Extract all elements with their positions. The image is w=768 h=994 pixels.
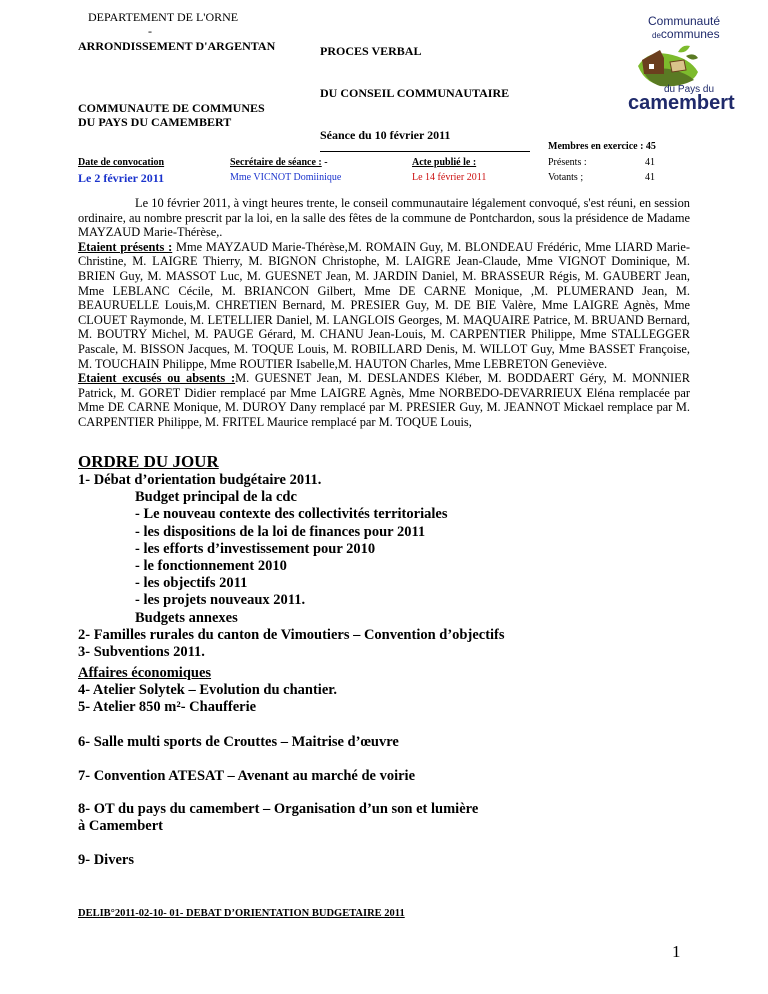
pv-title: PROCES VERBAL — [320, 44, 422, 58]
agenda-item-3: 3- Subventions 2011. — [78, 644, 205, 661]
eco-heading: Affaires économiques — [78, 665, 212, 681]
seance-date: Séance du 10 février 2011 — [320, 128, 451, 142]
presents-paragraph — [78, 240, 690, 371]
agenda-item-8 — [78, 801, 478, 835]
logo-line2-small: de — [652, 31, 661, 40]
votants-value: 41 — [645, 172, 655, 183]
agenda-sub-4: - le fonctionnement 2010 — [135, 558, 287, 575]
intro-paragraph: Le 10 février 2011, à vingt heures trente, le conseil communautaire légalement convoqué, s'est réuni, en session ordinaire, au nombre prescrit par la loi, en la salle des fêtes de la commune de Pontchardon, sous la présidence de Madame MAYZAUD Marie-Thérèse,. — [78, 196, 690, 240]
agenda-item-8-line2: à Camembert — [78, 818, 163, 835]
secretaire-label-text: Secrétaire de séance : — [230, 157, 322, 168]
agenda-item-7: 7- Convention ATESAT – Avenant au marché de voirie — [78, 768, 416, 784]
logo-line2 — [652, 27, 720, 41]
acte-label: Acte publié le : — [412, 157, 477, 168]
convocation-label: Date de convocation — [78, 157, 165, 168]
communaute-line2: DU PAYS DU CAMEMBERT — [78, 115, 232, 129]
arrondissement-label: ARRONDISSEMENT D'ARGENTAN — [78, 39, 276, 53]
convocation-date: Le 2 février 2011 — [78, 171, 165, 185]
header-dash: - — [148, 24, 152, 38]
membres-exercice: Membres en exercice : 45 — [548, 141, 656, 152]
acte-date: Le 14 février 2011 — [412, 172, 487, 183]
seance-rule — [320, 151, 530, 152]
agenda-sub-7: Budgets annexes — [135, 609, 238, 626]
logo-line3: du Pays du — [664, 84, 715, 95]
excuses-list: M. GUESNET Jean, M. DESLANDES Kléber, M. BODDAERT Géry, M. MONNIER Patrick, M. GORET Didier remplacé par Mme LAIGRE Agnès, Mme NORBEDO-DEVARRIEUX Eléna remplacée par Mme DE CARNE Monique, M. DUROY Dany remplacé par M. PRESIER Guy, M. JEANNOT Mickael remplace par M. CARPENTIER Philippe, M. FRITEL Maurice remplacé par M. TOQUE Louis, — [78, 371, 690, 429]
agenda-sub-6: - les projets nouveaux 2011. — [135, 592, 306, 609]
presents-list: Mme MAYZAUD Marie-Thérèse,M. ROMAIN Guy, M. BLONDEAU Frédéric, Mme LIARD Marie-Christine, M. LAIGRE Thierry, M. BIGNON Christophe, M. LAIGRE Jean-Claude, Mme VIGNOT Dominique, M. BRIEN Guy, M. MASSOT Luc, M. GUESNET Jean, M. JARDIN Daniel, M. BRASSEUR Régis, M. GAUBERT Jean, Mme LEBLANC Cécile, M. BRIANCON Gilbert, Mme DE CARNE Monique, ,M. PLUMERAND Jean, M. BEAURUELLE Louis,M. CHRETIEN Bernard, M. PRESIER Guy, M. DE BIE Valère, Mme LAIGRE Agnès, Mme CLOUET Raymonde, M. LETELLIER Daniel, M. LANGLOIS Georges, M. MAQUAIRE Patrice, M. BRUAND Bernard, M. BOUTRY Michel, M. PAUGE Gérard, M. CHANU Jean-Louis, M. CARPENTIER Philippe, Mme STALLEGGER Pascale, M. BISSON Jacques, M. TOQUE Louis, M. ROBILLARD Denis, M. WILLOT Guy, Mme BASSET Françoise, M. TOUCHAIN Philippe, Mme ROUTIER Isabelle,M. HAUTON Charles, Mme LEBRETON Geneviève. — [78, 239, 691, 371]
agenda-eco — [78, 665, 337, 717]
agenda-title: ORDRE DU JOUR — [78, 452, 219, 471]
delib-heading: DELIB°2011-02-10- 01- DEBAT D’ORIENTATION BUDGETAIRE 2011 — [78, 908, 405, 919]
agenda-item-8-line1: 8- OT du pays du camembert – Organisation d’un son et lumière — [78, 801, 479, 817]
agenda-sub-5: - les objectifs 2011 — [135, 575, 248, 592]
logo-line4: camembert — [628, 92, 735, 114]
logo-line1: Communauté — [648, 14, 721, 28]
secretaire-name: Mme VICNOT Domiinique — [230, 172, 342, 183]
secretaire-dash: - — [321, 157, 328, 168]
page-number: 1 — [672, 942, 681, 961]
presents-label: Présents : — [548, 157, 587, 168]
conseil-title: DU CONSEIL COMMUNAUTAIRE — [320, 86, 510, 100]
agenda-sub-2: - les dispositions de la loi de finances pour 2011 — [135, 523, 426, 540]
excuses-heading: Etaient excusés ou absents : — [78, 371, 236, 386]
agenda-item-6: 6- Salle multi sports de Crouttes – Maitrise d’œuvre — [78, 734, 399, 750]
agenda-sub-3: - les efforts d’investissement pour 2010 — [135, 540, 376, 557]
agenda-main — [78, 472, 505, 661]
logo-line2-main: communes — [660, 27, 720, 41]
excuses-paragraph — [78, 371, 690, 429]
agenda-item-4: 4- Atelier Solytek – Evolution du chantier. — [78, 682, 338, 699]
attendance-block — [78, 196, 690, 430]
secretaire-label — [230, 157, 328, 168]
departement-label: DEPARTEMENT DE L'ORNE — [88, 10, 239, 24]
communaute-line1: COMMUNAUTE DE COMMUNES — [78, 101, 265, 115]
votants-label: Votants ; — [548, 172, 584, 183]
agenda-sub-1: - Le nouveau contexte des collectivités territoriales — [135, 506, 448, 523]
agenda-sub-0: Budget principal de la cdc — [135, 489, 297, 506]
presents-heading: Etaient présents : — [78, 239, 173, 254]
agenda-item-1: 1- Débat d’orientation budgétaire 2011. — [78, 472, 322, 488]
agenda-item-2: 2- Familles rurales du canton de Vimoutiers – Convention d’objectifs — [78, 626, 505, 643]
agenda-item-9: 9- Divers — [78, 852, 134, 868]
agenda-item-5: 5- Atelier 850 m²- Chaufferie — [78, 699, 257, 716]
presents-value: 41 — [645, 157, 655, 168]
